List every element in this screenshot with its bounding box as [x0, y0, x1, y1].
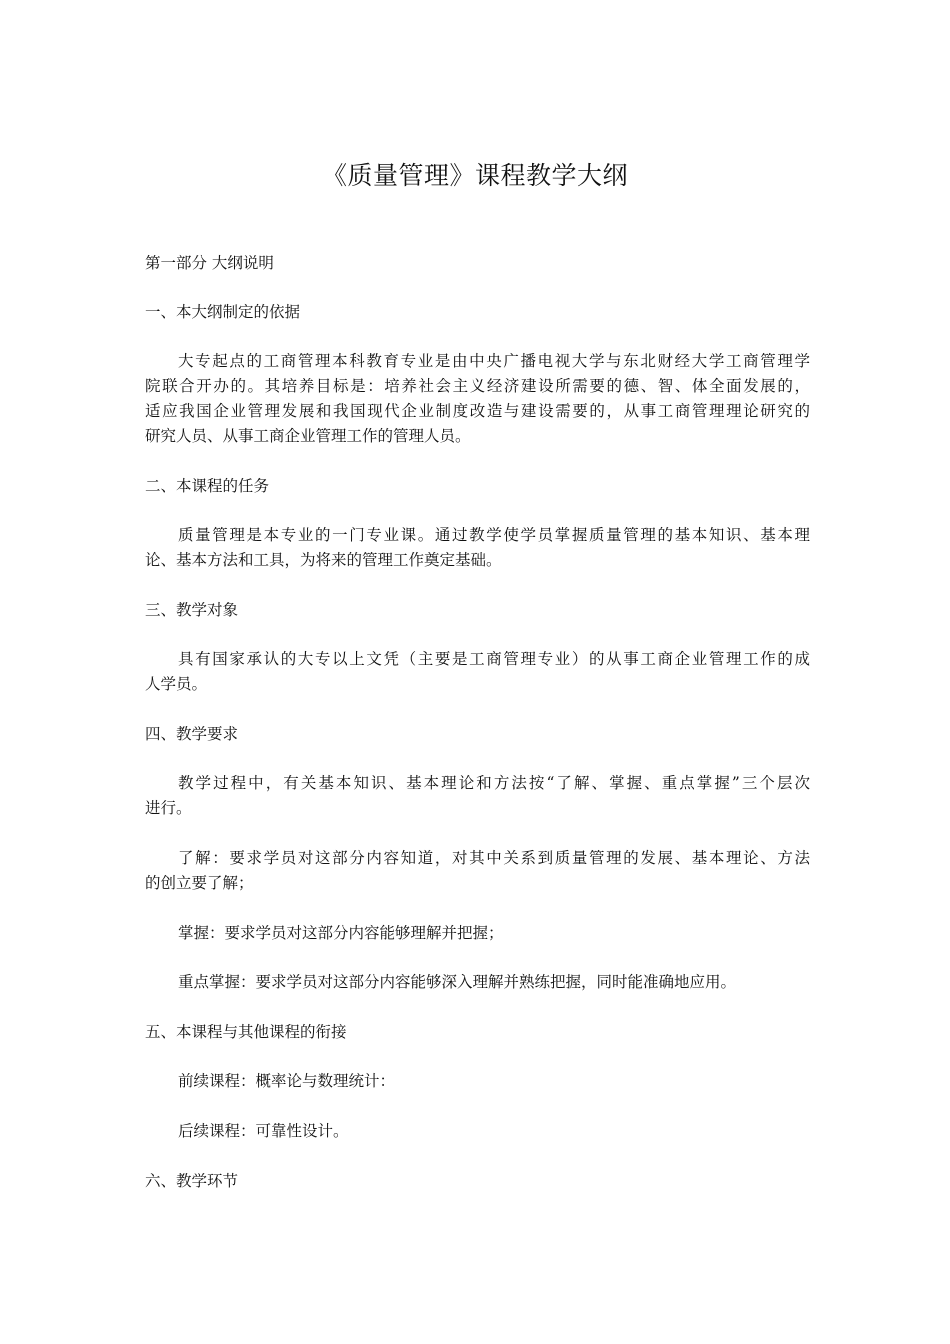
paragraph-line: 教学过程中，有关基本知识、基本理论和方法按“了解、掌握、重点掌握”三个层次 [178, 774, 810, 792]
paragraph-line: 掌握：要求学员对这部分内容能够理解并把握； [178, 924, 504, 942]
section-heading-4: 四、教学要求 [145, 725, 239, 743]
paragraph-line: 适应我国企业管理发展和我国现代企业制度改造与建设需要的，从事工商管理理论研究的 [145, 402, 810, 420]
paragraph-line: 具有国家承认的大专以上文凭（主要是工商管理专业）的从事工商企业管理工作的成 [178, 650, 810, 668]
paragraph-line: 大专起点的工商管理本科教育专业是由中央广播电视大学与东北财经大学工商管理学 [178, 352, 810, 370]
paragraph-line: 院联合开办的。其培养目标是：培养社会主义经济建设所需要的德、智、体全面发展的， [145, 377, 810, 395]
paragraph-line: 后续课程：可靠性设计。 [178, 1122, 349, 1140]
paragraph-line: 质量管理是本专业的一门专业课。通过教学使学员掌握质量管理的基本知识、基本理 [178, 526, 810, 544]
document-title: 《质量管理》课程教学大纲 [321, 161, 628, 190]
section-heading-6: 六、教学环节 [145, 1172, 239, 1190]
paragraph-line: 前续课程：概率论与数理统计： [178, 1072, 396, 1090]
section-heading-5: 五、本课程与其他课程的衔接 [145, 1023, 347, 1041]
paragraph-line: 的创立要了解； [145, 874, 254, 892]
paragraph-line: 人学员。 [145, 675, 208, 693]
paragraph-line: 了解：要求学员对这部分内容知道，对其中关系到质量管理的发展、基本理论、方法 [178, 849, 810, 867]
section-heading-3: 三、教学对象 [145, 601, 239, 619]
paragraph-line: 论、基本方法和工具，为将来的管理工作奠定基础。 [145, 551, 502, 569]
paragraph-line: 进行。 [145, 799, 192, 817]
section-heading-2: 二、本课程的任务 [145, 477, 270, 495]
section-heading-1: 一、本大纲制定的依据 [145, 303, 301, 321]
paragraph-line: 重点掌握：要求学员对这部分内容能够深入理解并熟练把握，同时能准确地应用。 [178, 973, 737, 991]
paragraph-line: 研究人员、从事工商企业管理工作的管理人员。 [145, 427, 471, 445]
part-heading: 第一部分 大纲说明 [145, 254, 274, 272]
